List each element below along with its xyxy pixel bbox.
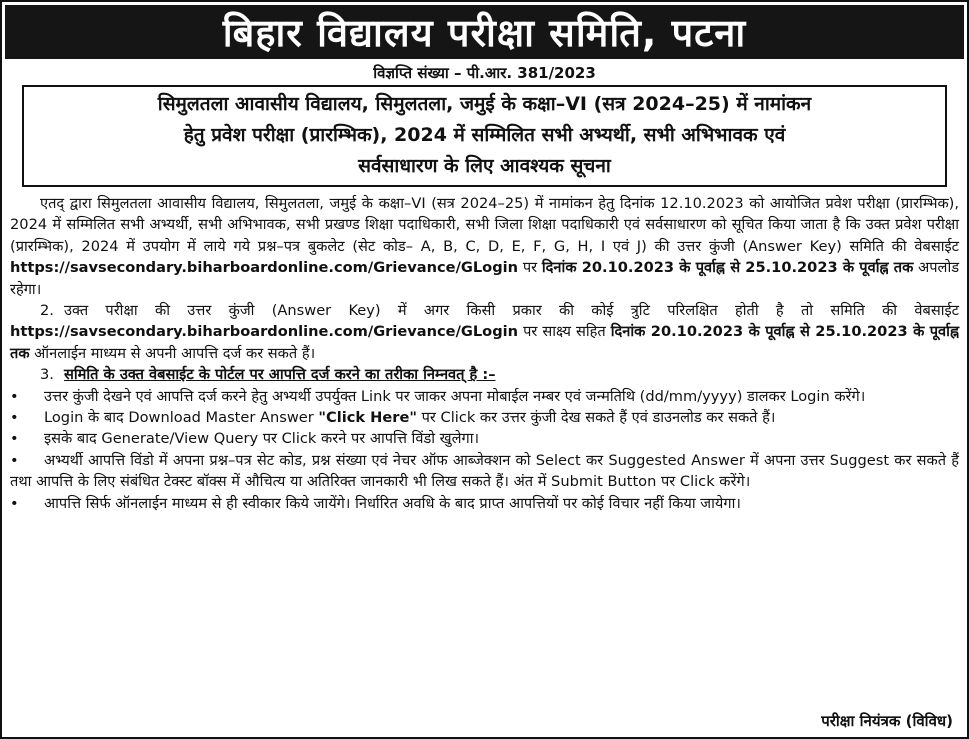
bullet-text: Login के बाद Download Master Answer: [44, 409, 319, 427]
bullet-item: [10, 450, 959, 493]
grievance-url-1: https://savsecondary.biharboardonline.com/Grievance/GLogin: [10, 259, 519, 277]
subject-box: [22, 85, 947, 187]
paragraph-3-heading: समिति के उक्त वेबसाईट के पोर्टल पर आपत्ति दर्ज करने का तरीका निम्नवत् है :–: [64, 366, 496, 384]
subject-line-1: सिमुलतला आवासीय विद्यालय, सिमुलतला, जमुई के कक्षा–VI (सत्र 2024–25) में नामांकन: [157, 93, 812, 115]
click-here-text: "Click Here": [318, 409, 417, 427]
signature: परीक्षा नियंत्रक (विविध): [821, 712, 953, 730]
paragraph-1-date: दिनांक 20.10.2023 के पूर्वाह्न से 25.10.2023 के पूर्वाह्न तक: [541, 259, 914, 277]
paragraph-3-number: 3.: [40, 366, 54, 384]
bullet-icon: •: [10, 430, 19, 448]
board-title: बिहार विद्यालय परीक्षा समिति, पटना: [222, 11, 747, 55]
bullet-item: [10, 407, 959, 428]
notification-number: विज्ञप्ति संख्या – पी.आर. 381/2023: [373, 64, 596, 82]
bullet-item: [10, 428, 959, 449]
bullet-text: इसके बाद Generate/View Query पर Click करने पर आपत्ति विंडो खुलेगा।: [44, 430, 480, 448]
grievance-url-2: https://savsecondary.biharboardonline.com/Grievance/GLogin: [10, 323, 519, 341]
paragraph-3: [10, 364, 959, 385]
paragraph-2-number: 2.: [40, 302, 54, 320]
paragraph-2-text-b: पर साक्ष्य सहित: [523, 323, 606, 341]
bullet-text: आपत्ति सिर्फ ऑनलाईन माध्यम से ही स्वीकार किये जायेंगे। निर्धारित अवधि के बाद प्राप्त आपत्तियों पर कोई विचार नहीं किया जायेगा।: [44, 494, 741, 512]
bullet-item: [10, 493, 959, 514]
paragraph-2-text-c: ऑनलाईन माध्यम से अपनी आपत्ति दर्ज कर सकते हैं।: [34, 344, 316, 362]
bullet-item: [10, 386, 959, 407]
bullet-text: उत्तर कुंजी देखने एवं आपत्ति दर्ज करने हेतु अभ्यर्थी उपर्युक्त Link पर जाकर अपना मोबाईल नम्बर एवं जन्मतिथि (dd/mm/yyyy) डालकर Login करेंगे।: [44, 387, 866, 405]
paragraph-2: [10, 300, 959, 364]
bullet-icon: •: [10, 409, 19, 427]
paragraph-1-text-c: अपलोड रहेगा।: [10, 259, 960, 298]
paragraph-1-text-b: पर: [522, 259, 538, 277]
subject-line-3: सर्वसाधारण के लिए आवश्यक सूचना: [358, 155, 611, 177]
bullet-text: पर Click कर उत्तर कुंजी देख सकते हैं एवं डाउनलोड कर सकते हैं।: [416, 409, 776, 427]
notice-body: [10, 193, 959, 514]
paragraph-1: [10, 193, 959, 300]
bullet-text: अभ्यर्थी आपत्ति विंडो में अपना प्रश्न–पत्र सेट कोड, प्रश्न संख्या एवं नेचर ऑफ आब्जेक्शन को Select कर Suggested Answer में अपना उत्तर Suggest कर सकते हैं तथा आपत्ति के लिए संबंधित टेक्स्ट बॉक्स में औचित्य या अतिरिक्त जानकारी भी लिख सकते हैं। अंत में Submit Button पर Click करेंगे।: [10, 451, 959, 491]
bullet-icon: •: [10, 387, 19, 405]
subject-line-2: हेतु प्रवेश परीक्षा (प्रारम्भिक), 2024 में सम्मिलित सभी अभ्यर्थी, सभी अभिभावक एवं: [183, 124, 786, 146]
paragraph-2-date: दिनांक 20.10.2023 के पूर्वाह्न से 25.10.2023 के पूर्वाह्न तक: [10, 323, 960, 362]
bullet-icon: •: [10, 494, 19, 512]
paragraph-2-text: उक्त परीक्षा की उत्तर कुंजी (Answer Key) में अगर किसी प्रकार की कोई त्रुटि परिलक्षित होती है तो समिति की वेबसाईट: [64, 302, 959, 320]
board-title-banner: [5, 5, 964, 59]
bullet-icon: •: [10, 451, 19, 469]
paragraph-1-text: एतद् द्वारा सिमुलतला आवासीय विद्यालय, सिमुलतला, जमुई के कक्षा–VI (सत्र 2024–25) में नामांकन हेतु दिनांक 12.10.2023 को आयोजित प्रवेश परीक्षा (प्रारम्भिक), 2024 में सम्मिलित सभी अभ्यर्थी, सभी अभिभावक, सभी प्रखण्ड शिक्षा पदाधिकारी, सभी जिला शिक्षा पदाधिकारी एवं सर्वसाधारण को सूचित किया जाता है कि उक्त प्रवेश परीक्षा (प्रारम्भिक), 2024 में उपयोग में लाये गये प्रश्न–पत्र बुकलेट (सेट कोड– A, B, C, D, E, F, G, H, I एवं J) की उत्तर कुंजी (Answer Key) समिति की वेबसाईट: [10, 195, 959, 255]
